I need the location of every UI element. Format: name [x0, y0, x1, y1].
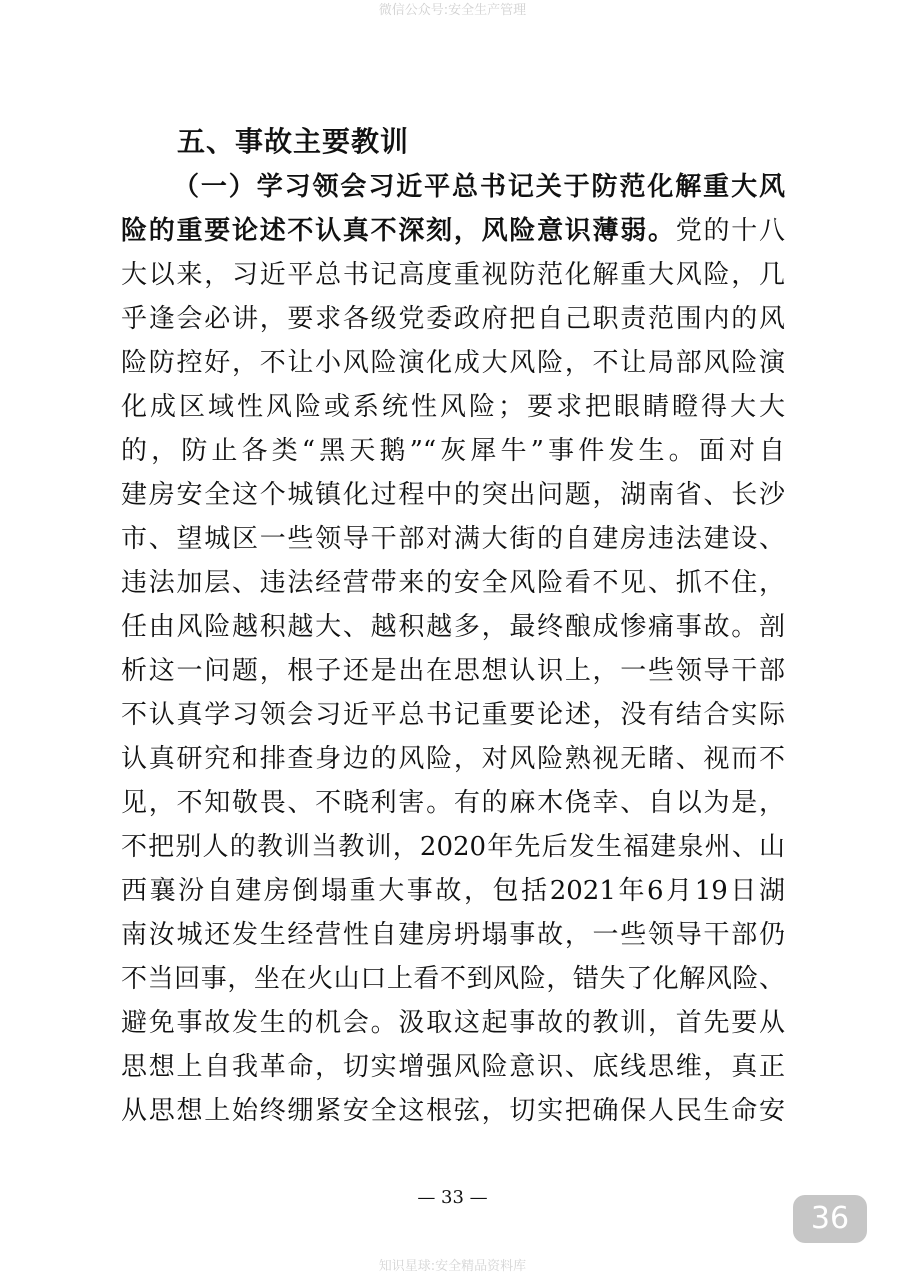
text-line: 险防控好，不让小风险演化成大风险，不让局部风险演	[121, 348, 785, 378]
text-line: 乎逢会必讲，要求各级党委政府把自己职责范围内的风	[121, 304, 785, 334]
text-line: 避免事故发生的机会。汲取这起事故的教训，首先要从	[121, 1008, 785, 1038]
page-number: — 33 —	[417, 1187, 488, 1208]
text-line: 不认真学习领会习近平总书记重要论述，没有结合实际	[121, 700, 785, 730]
text-line: 从思想上始终绷紧安全这根弦，切实把确保人民生命安	[121, 1096, 785, 1126]
text-line-rest: 党的十八	[675, 216, 785, 246]
text-line: 市、望城区一些领导干部对满大街的自建房违法建设、	[121, 524, 785, 554]
section-heading: 五、事故主要教训	[177, 125, 410, 158]
lead-sentence: （一）学习领会习近平总书记关于防范化解重大风	[173, 172, 785, 202]
watermark-bottom: 知识星球:安全精品资料库	[378, 1259, 527, 1274]
text-line: 析这一问题，根子还是出在思想认识上，一些领导干部	[121, 656, 785, 686]
text-line: 认真研究和排查身边的风险，对风险熟视无睹、视而不	[121, 744, 785, 774]
text-line: 的，防止各类“黑天鹅”“灰犀牛”事件发生。面对自	[121, 436, 785, 466]
watermark-top: 微信公众号:安全生产管理	[378, 3, 527, 18]
text-line: 见，不知敬畏、不晓利害。有的麻木侥幸、自以为是，	[121, 788, 785, 818]
text-line: 思想上自我革命，切实增强风险意识、底线思维，真正	[121, 1052, 785, 1082]
page-count-badge[interactable]: 36	[793, 1195, 867, 1243]
text-line	[121, 209, 785, 253]
text-line: 不当回事，坐在火山口上看不到风险，错失了化解风险、	[121, 964, 785, 994]
text-line: 化成区域性风险或系统性风险；要求把眼睛瞪得大大	[121, 392, 785, 422]
text-line: 南汝城还发生经营性自建房坍塌事故，一些领导干部仍	[121, 920, 785, 950]
text-line: 违法加层、违法经营带来的安全风险看不见、抓不住，	[121, 568, 785, 598]
lead-sentence-end: 险的重要论述不认真不深刻，风险意识薄弱。	[121, 216, 676, 246]
text-line: 西襄汾自建房倒塌重大事故，包括2021年6月19日湖	[121, 876, 785, 906]
body-paragraph	[121, 165, 785, 1133]
text-line	[121, 165, 785, 209]
text-line: 不把别人的教训当教训，2020年先后发生福建泉州、山	[121, 832, 785, 862]
text-line: 大以来，习近平总书记高度重视防范化解重大风险，几	[121, 260, 785, 290]
text-line: 任由风险越积越大、越积越多，最终酿成惨痛事故。剖	[121, 612, 785, 642]
text-line: 建房安全这个城镇化过程中的突出问题，湖南省、长沙	[121, 480, 785, 510]
